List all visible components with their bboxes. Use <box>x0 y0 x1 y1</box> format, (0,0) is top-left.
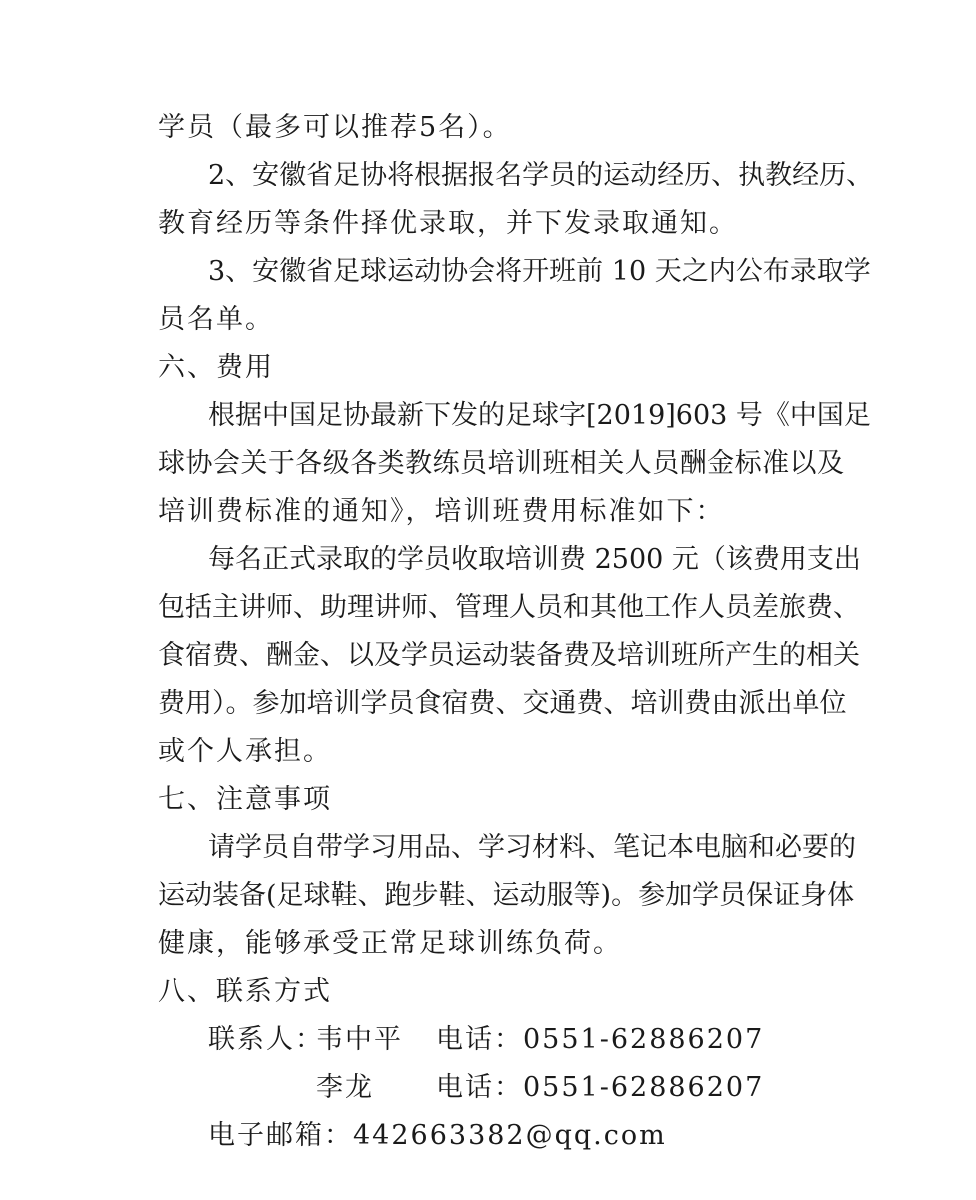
text-line: 3、安徽省足球运动协会将开班前 10 天之内公布录取学 <box>208 256 871 287</box>
text-line: 包括主讲师、助理讲师、管理人员和其他工作人员差旅费、 <box>158 592 860 623</box>
text-line: 教育经历等条件择优录取，并下发录取通知。 <box>158 208 738 239</box>
text-line: 请学员自带学习用品、学习材料、笔记本电脑和必要的 <box>208 832 856 863</box>
contact-label: 联系人： <box>208 1024 324 1055</box>
text-line: 学员（最多可以推荐5名）。 <box>158 112 512 143</box>
contact-phone: 电话：0551-62886207 <box>436 1024 765 1055</box>
contact-person: 韦中平 <box>316 1024 403 1055</box>
text-line: 培训费标准的通知》，培训班费用标准如下： <box>158 496 725 527</box>
section-heading-notes: 七、注意事项 <box>158 784 332 815</box>
text-line: 或个人承担。 <box>158 736 332 767</box>
section-heading-fees: 六、费用 <box>158 352 274 383</box>
contact-email[interactable]: 电子邮箱：442663382@qq.com <box>208 1120 667 1151</box>
text-line: 食宿费、酬金、以及学员运动装备费及培训班所产生的相关 <box>158 640 860 671</box>
text-line: 根据中国足协最新下发的足球字[2019]603 号《中国足 <box>208 400 871 431</box>
text-line: 2、安徽省足协将根据报名学员的运动经历、执教经历、 <box>208 160 874 191</box>
text-line: 健康，能够承受正常足球训练负荷。 <box>158 928 622 959</box>
contact-person: 李龙 <box>316 1072 374 1103</box>
text-line: 运动装备(足球鞋、跑步鞋、运动服等)。参加学员保证身体 <box>158 880 855 911</box>
text-line: 费用）。参加培训学员食宿费、交通费、培训费由派出单位 <box>158 688 847 719</box>
text-line: 球协会关于各级各类教练员培训班相关人员酬金标准以及 <box>158 448 844 479</box>
contact-phone: 电话：0551-62886207 <box>436 1072 765 1103</box>
section-heading-contact: 八、联系方式 <box>158 976 332 1007</box>
text-line: 员名单。 <box>158 304 274 335</box>
text-line: 每名正式录取的学员收取培训费 2500 元（该费用支出 <box>208 544 861 575</box>
